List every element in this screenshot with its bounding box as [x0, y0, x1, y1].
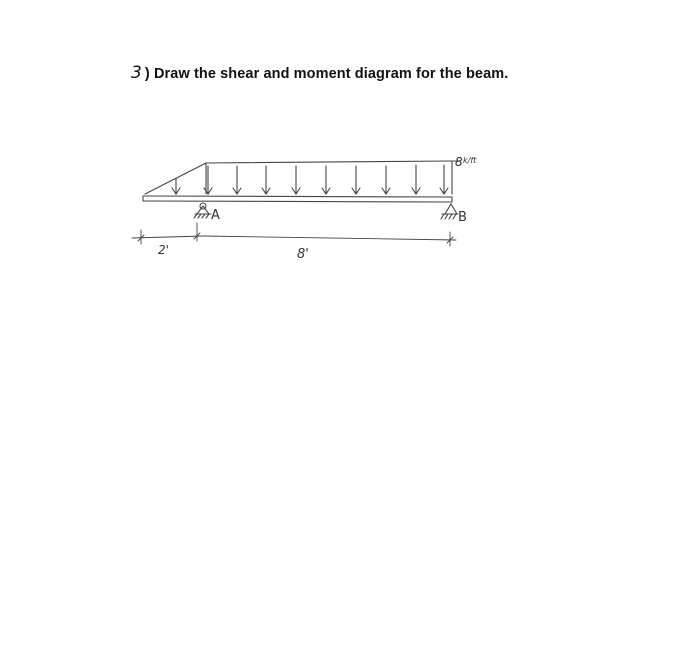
- beam: [143, 196, 452, 202]
- load-arrow: [172, 178, 180, 194]
- distributed-load: [145, 161, 452, 194]
- load-arrow: [440, 165, 448, 194]
- load-intensity-label: 8: [455, 155, 463, 169]
- load-arrow: [204, 166, 212, 194]
- load-arrow: [382, 166, 390, 194]
- dimension-lines: [132, 223, 456, 246]
- load-arrow: [233, 166, 241, 194]
- support-a-pin: [194, 203, 211, 218]
- load-arrow: [352, 166, 360, 194]
- load-arrow: [292, 166, 300, 194]
- dimension-main-label: 8': [297, 247, 309, 262]
- support-b-label: B: [458, 210, 467, 225]
- support-b-pin: [441, 204, 458, 219]
- load-arrow: [262, 166, 270, 194]
- load-arrow: [322, 166, 330, 194]
- load-arrow: [412, 165, 420, 194]
- load-units-label: k/ft: [463, 156, 477, 165]
- load-arrows: [172, 165, 448, 194]
- question-number: 3: [131, 63, 142, 83]
- dimension-left-label: 2': [158, 243, 169, 257]
- support-a-label: A: [211, 208, 220, 223]
- question-prompt: ) Draw the shear and moment diagram for the beam.: [144, 66, 509, 82]
